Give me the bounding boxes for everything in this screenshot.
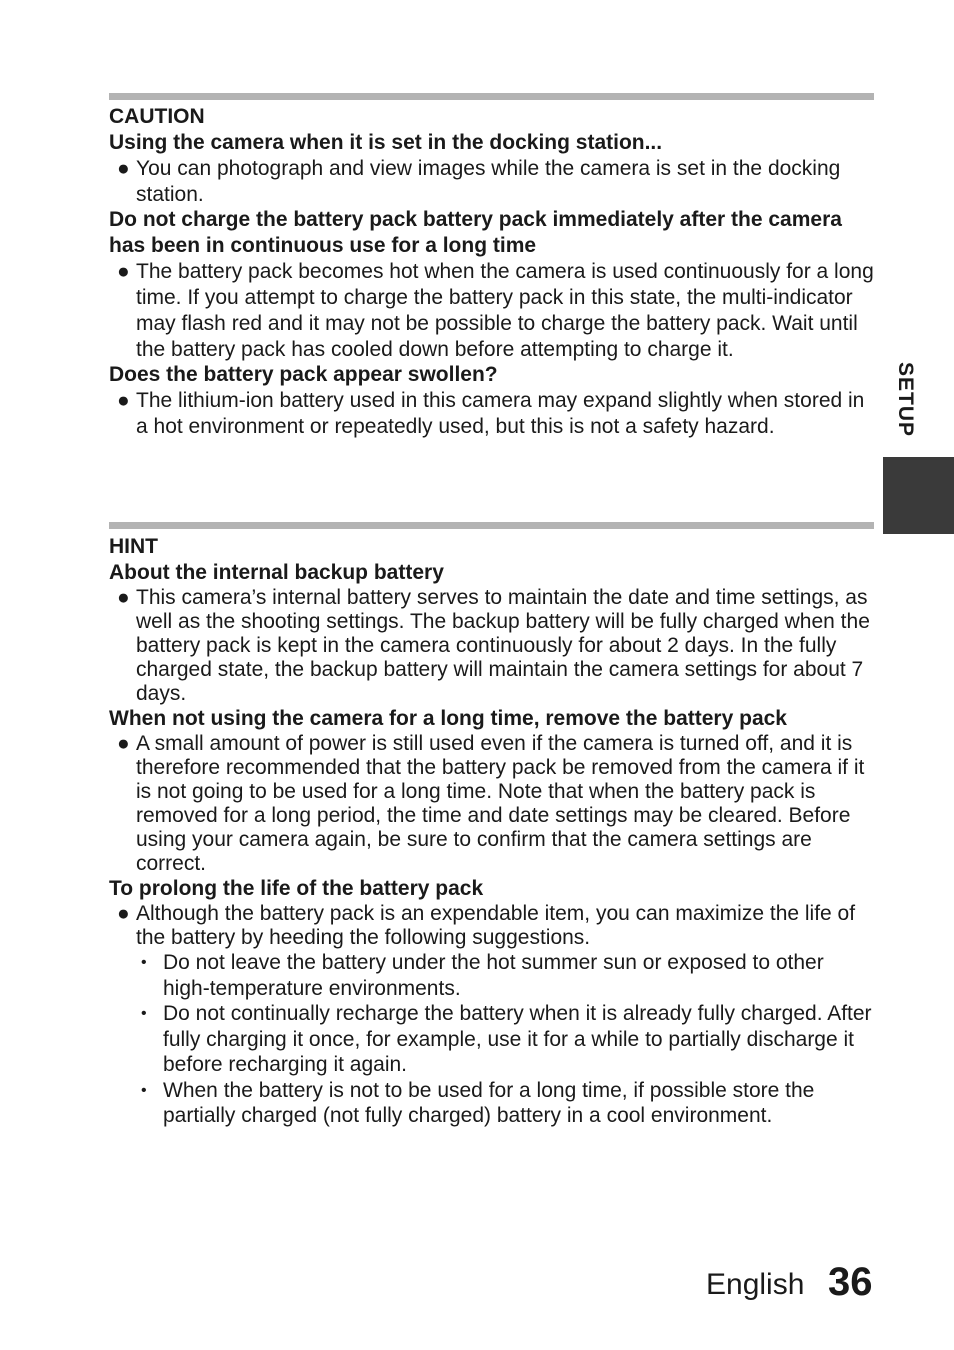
- hint-bullet-prolong: ● Although the battery pack is an expendable item, you can maximize the life of the battery by heeding the following suggestions.: [117, 902, 856, 949]
- caution-heading-charge: Do not charge the battery pack battery pack immediately after the camera has been in continuous use for a long time: [109, 208, 842, 258]
- hint-bullet-remove: ● A small amount of power is still used even if the camera is turned off, and it is therefore recommended that the battery pack be removed from the camera if it is not going to be used for a long time. Note that when the battery pack is removed for a long period, the time and date settings may be cleared. Before using your camera again, be sure to confirm that the camera settings are correct.: [117, 732, 865, 875]
- caution-heading-docking: Using the camera when it is set in the docking station...: [109, 131, 663, 154]
- sub-bullet-dot: •: [141, 1081, 147, 1099]
- section-tab-label: SETUP: [894, 362, 917, 438]
- hint-label: HINT: [109, 535, 158, 558]
- section-tab-marker: [883, 457, 954, 534]
- hint-top-rule: [109, 522, 874, 529]
- hint-bullet-backup: ● This camera’s internal battery serves to maintain the date and time settings, as well as the shooting settings. The backup battery will be fully charged when the battery pack is kept in the camera continuously for about 2 days. In the fully charged state, the backup battery will maintain the camera settings for about 7 days.: [117, 586, 870, 705]
- bullet-dot: ●: [117, 902, 130, 925]
- caution-bullet-charge: ● The battery pack becomes hot when the camera is used continuously for a long time. If you attempt to charge the battery pack in this state, the multi-indicator may flash red and it may not be possible to charge the battery pack. Wait until the battery pack has cooled down before attempting to charge it.: [117, 260, 874, 361]
- bullet-dot: ●: [117, 732, 130, 755]
- caution-heading-swollen: Does the battery pack appear swollen?: [109, 363, 498, 387]
- hint-section: [109, 534, 874, 1129]
- hint-sub-bullet: • Do not continually recharge the battery when it is already fully charged. After fully charging it once, for example, use it for a while to partially discharge it before recharging it again.: [141, 1002, 872, 1076]
- hint-sub-bullet: • When the battery is not to be used for a long time, if possible store the partially charged (not fully charged) battery in a cool environment.: [141, 1078, 815, 1127]
- hint-sub-bullet: • Do not leave the battery under the hot summer sun or exposed to other high-temperature environments.: [141, 951, 824, 1000]
- page-number: 36: [828, 1260, 873, 1304]
- hint-heading-remove: When not using the camera for a long time, remove the battery pack: [109, 707, 787, 730]
- caution-bullet-swollen: ● The lithium-ion battery used in this camera may expand slightly when stored in a hot environment or repeatedly used, but this is not a safety hazard.: [117, 389, 865, 438]
- bullet-dot: ●: [117, 389, 130, 413]
- caution-bullet-docking: ● You can photograph and view images while the camera is set in the docking station.: [117, 157, 841, 206]
- bullet-dot: ●: [117, 586, 130, 609]
- sub-bullet-dot: •: [141, 954, 147, 971]
- sub-bullet-dot: •: [141, 1005, 147, 1022]
- caution-section: [109, 104, 874, 440]
- bullet-dot: ●: [117, 157, 130, 180]
- caution-label: CAUTION: [109, 105, 205, 128]
- hint-heading-prolong: To prolong the life of the battery pack: [109, 877, 484, 900]
- footer-language: English: [706, 1268, 805, 1301]
- bullet-dot: ●: [117, 260, 130, 284]
- caution-top-rule: [109, 93, 874, 100]
- hint-heading-backup: About the internal backup battery: [109, 561, 444, 584]
